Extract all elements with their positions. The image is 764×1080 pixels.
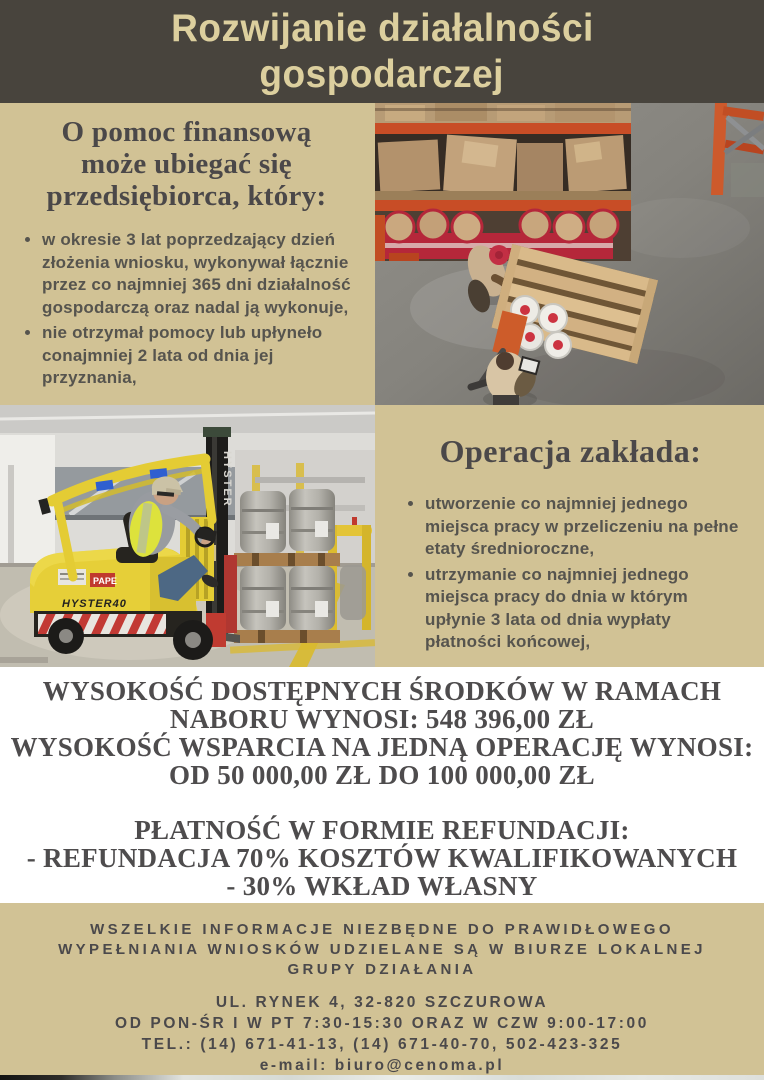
eligibility-heading (12, 116, 361, 212)
funding-line-1: WYSOKOŚĆ DOSTĘPNYCH ŚRODKÓW W RAMACH (42, 676, 722, 706)
footer-address: UL. RYNEK 4, 32-820 SZCZUROWA (215, 994, 549, 1011)
forklift-sticker-text: PAPE (93, 576, 117, 586)
payment-terms (0, 816, 764, 900)
payment-line-2: - REFUNDACJA 70% KOSZTÓW KWALIFIKOWANYCH (26, 843, 738, 873)
forklift-mast-brand-text: HYSTER (221, 451, 233, 508)
eligibility-panel (0, 103, 375, 405)
funding-line-2: NABORU WYNOSI: 548 396,00 ZŁ (169, 704, 595, 734)
forklift-photo-svg (0, 405, 375, 667)
funding-amounts (0, 677, 764, 789)
footer-contact (0, 992, 764, 1076)
forklift-side-model-text: HYSTER40 (62, 598, 127, 610)
payment-line-3: - 30% WKŁAD WŁASNY (226, 871, 538, 901)
footer-info (0, 920, 764, 980)
footer-phone: TEL.: (14) 671-41-13, (14) 671-40-70, 502-423-325 (141, 1036, 623, 1053)
page-title-line-1: Rozwijanie działalności (170, 7, 594, 50)
operation-bullet-1: • utworzenie co najmniej jednego miejsca pracy w przeliczeniu na pełne etaty średnioroczne, (425, 493, 740, 561)
page-title-line-2: gospodarczej (259, 53, 505, 96)
warehouse-photo-svg (375, 103, 764, 405)
footer-info-line-2: WYPEŁNIANIA WNIOSKÓW UDZIELANE SĄ W BIURZE LOKALNEJ (58, 941, 706, 958)
rack-beam-middle (375, 200, 631, 211)
eligibility-heading-line-2: może ubiegać się (81, 148, 292, 180)
row-eligibility (0, 103, 764, 405)
rack-beam-top (375, 123, 631, 134)
poster-header (0, 0, 764, 103)
eligibility-bullet-list (12, 229, 361, 390)
eligibility-bullet-2: • nie otrzymał pomocy lub upłyneło conajmniej 2 lata od dnia jej przyznania, (42, 322, 359, 390)
forklift-photo (0, 405, 375, 667)
footer-email: e-mail: biuro@cenoma.pl (259, 1057, 505, 1074)
funding-line-4: OD 50 000,00 ZŁ DO 100 000,00 ZŁ (169, 760, 595, 790)
operation-panel (375, 405, 764, 667)
footer-info-line-3: GRUPY DZIAŁANIA (287, 961, 477, 978)
footer-hours: OD PON-ŚR I W PT 7:30-15:30 ORAZ W CZW 9:00-17:00 (115, 1015, 649, 1032)
footer (0, 903, 764, 1075)
funding-line-3: WYSOKOŚĆ WSPARCIA NA JEDNĄ OPERACJĘ WYNOSI: (10, 732, 754, 762)
payment-line-1: PŁATNOŚĆ W FORMIE REFUNDACJI: (134, 815, 630, 845)
eligibility-heading-line-3: przedsiębiorca, który: (46, 180, 327, 212)
warehouse-overhead-photo (375, 103, 764, 405)
operation-bullet-2: • utrzymanie co najmniej jednego miejsca pracy do dnia w którym upłynie 3 lata od dnia wypłaty płatności końcowej, (425, 564, 740, 654)
row-operation (0, 405, 764, 667)
storage-rack (375, 103, 631, 261)
funding-section (0, 667, 764, 903)
eligibility-heading-line-1: O pomoc finansową (61, 116, 312, 148)
eligibility-bullet-1: • w okresie 3 lat poprzedzający dzień złożenia wniosku, wykonywał łącznie przez co najmniej 365 dni działalność gospodarczą oraz nadal ją wykonuje, (42, 229, 359, 319)
operation-bullet-list (397, 493, 744, 654)
footer-info-line-1: WSZELKIE INFORMACJE NIEZBĘDNE DO PRAWIDŁOWEGO (90, 921, 674, 938)
operation-heading: Operacja zakłada: (439, 433, 702, 469)
